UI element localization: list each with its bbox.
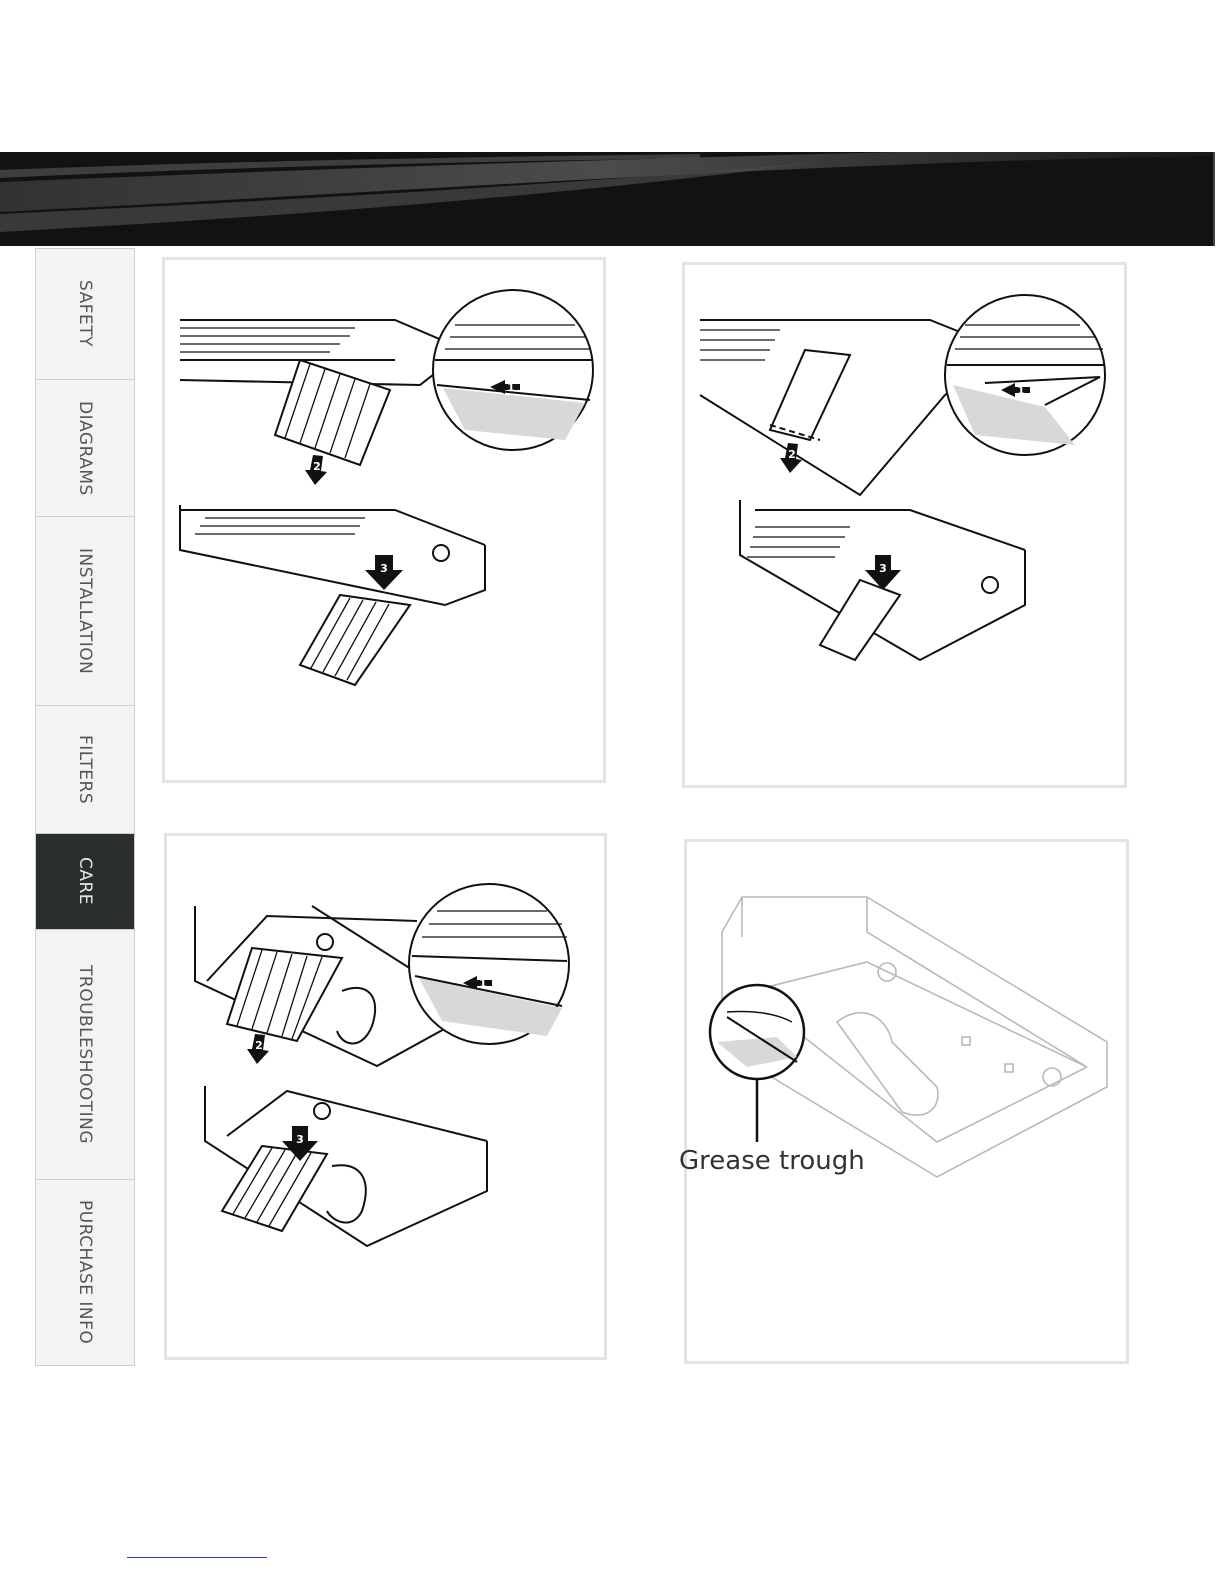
tab-diagrams[interactable] bbox=[36, 380, 134, 517]
step-number-3: 3 bbox=[380, 562, 388, 575]
grease-trough-illustration bbox=[687, 842, 1126, 1361]
tab-label: DIAGRAMS bbox=[75, 400, 95, 496]
diagram-panel-insert-removal bbox=[682, 262, 1127, 788]
tab-safety[interactable] bbox=[36, 249, 134, 380]
step-number-1: 1 bbox=[507, 381, 515, 394]
tab-installation[interactable] bbox=[36, 517, 134, 706]
mesh-filter-removal-illustration bbox=[165, 260, 603, 780]
tab-filters[interactable] bbox=[36, 706, 134, 834]
tab-label: SAFETY bbox=[75, 280, 95, 348]
tab-label: PURCHASE INFO bbox=[75, 1200, 95, 1345]
tab-troubleshooting[interactable] bbox=[36, 930, 134, 1180]
tab-label: CARE bbox=[75, 857, 95, 906]
tab-purchase-info[interactable] bbox=[36, 1180, 134, 1365]
diagram-panel-grease-trough bbox=[679, 839, 1129, 1364]
header-band bbox=[0, 152, 1213, 246]
step-number-2: 2 bbox=[788, 448, 796, 461]
step-number-1: 1 bbox=[1017, 384, 1025, 397]
tab-label: INSTALLATION bbox=[75, 547, 95, 675]
insert-removal-illustration bbox=[685, 265, 1124, 785]
footer-link-underline[interactable] bbox=[127, 1557, 267, 1558]
step-number-2: 2 bbox=[313, 460, 321, 473]
step-number-2: 2 bbox=[255, 1039, 263, 1052]
step-number-1: 1 bbox=[479, 977, 487, 990]
header-swoosh-graphic bbox=[0, 152, 1213, 246]
mesh-filter-reinstall-illustration bbox=[167, 836, 604, 1357]
tab-label: TROUBLESHOOTING bbox=[75, 964, 95, 1145]
header-edge bbox=[1213, 152, 1215, 246]
diagram-panel-mesh-filter-removal bbox=[162, 257, 606, 783]
diagram-panel-mesh-filter-reinstall bbox=[164, 833, 607, 1360]
tab-label: FILTERS bbox=[75, 734, 95, 805]
sidebar-nav bbox=[35, 248, 135, 1366]
step-number-3: 3 bbox=[879, 562, 887, 575]
tab-care[interactable] bbox=[36, 834, 134, 930]
step-number-3: 3 bbox=[296, 1133, 304, 1146]
grease-trough-label: Grease trough bbox=[679, 1146, 865, 1176]
